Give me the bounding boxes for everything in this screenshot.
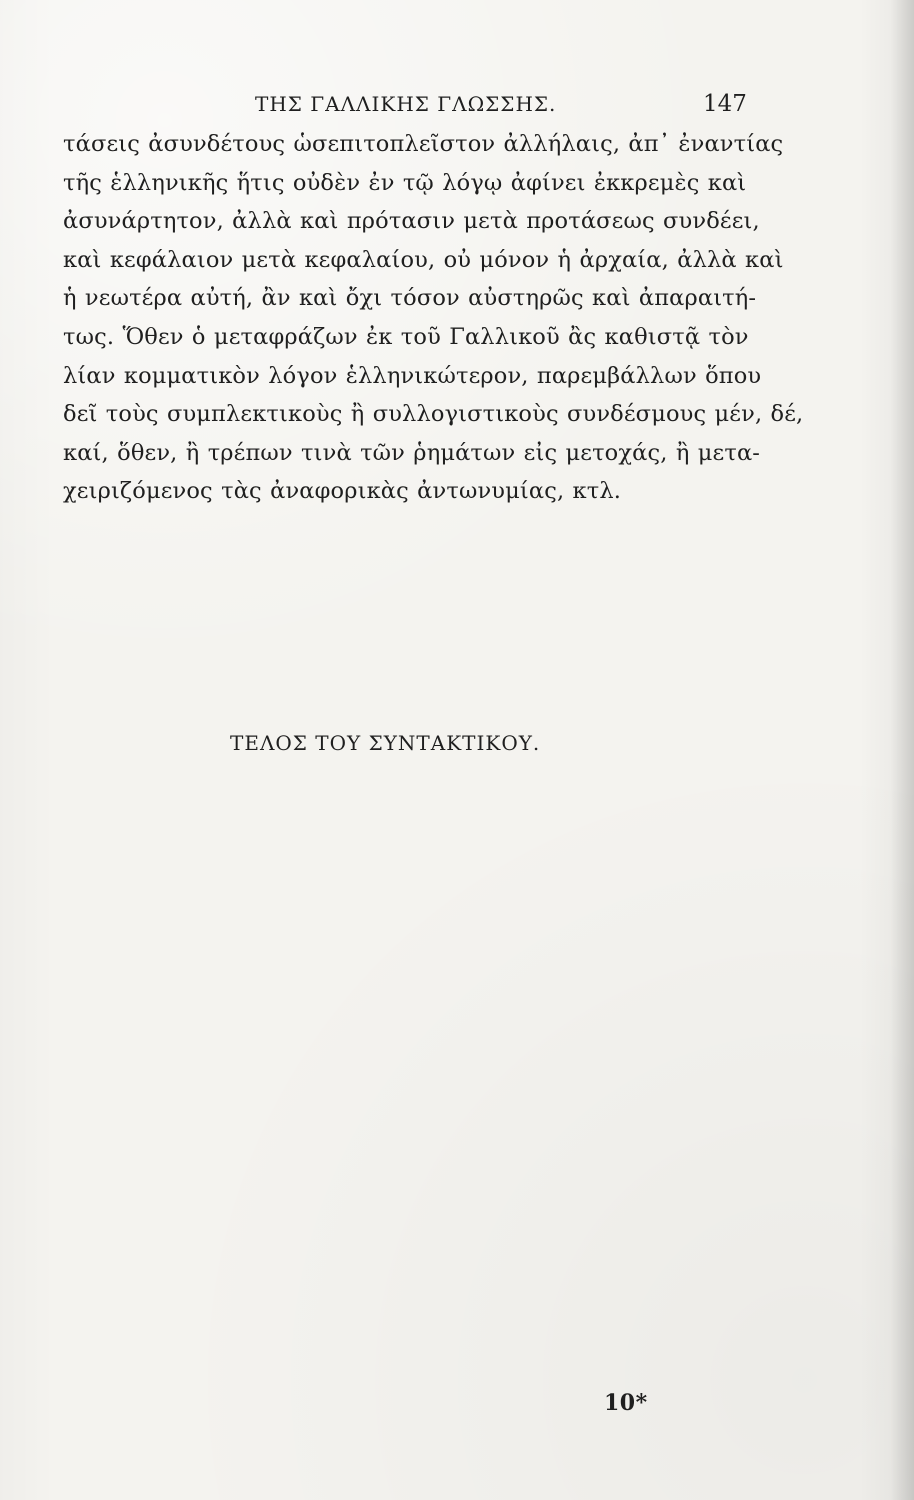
body-line: χειριζόμενος τὰς ἀναφορικὰς ἀντωνυμίας, κτλ.: [63, 478, 622, 505]
body-text: [63, 125, 804, 511]
body-line: ἀσυνάρτητον, ἀλλὰ καὶ πρότασιν μετὰ προτάσεως συνδέει,: [63, 208, 760, 235]
body-line: τῆς ἑλληνικῆς ἥτις οὐδὲν ἐν τῷ λόγῳ ἀφίνει ἐκκρεμὲς καὶ: [63, 169, 747, 196]
body-line: δεῖ τοὺς συμπλεκτικοὺς ἢ συλλογιστικοὺς συνδέσμους μέν, δέ,: [63, 401, 804, 428]
closing-title: ΤΕΛΟΣ ΤΟΥ ΣΥΝΤΑΚΤΙΚΟΥ.: [230, 731, 541, 755]
page-number: 147: [703, 91, 747, 117]
body-line: καί, ὅθεν, ἢ τρέπων τινὰ τῶν ῥημάτων εἰς μετοχάς, ἢ μετα-: [63, 439, 761, 466]
running-head: ΤΗΣ ΓΑΛΛΙΚΗΣ ΓΛΩΣΣΗΣ.: [255, 92, 557, 116]
body-line: καὶ κεφάλαιον μετὰ κεφαλαίου, οὐ μόνον ἡ ἀρχαία, ἀλλὰ καὶ: [63, 246, 784, 273]
body-line: ἡ νεωτέρα αὐτή, ἂν καὶ ὄχι τόσον αὐστηρῶς καὶ ἀπαραιτή-: [63, 285, 757, 312]
body-line: τάσεις ἀσυνδέτους ὡσεπιτοπλεῖστον ἀλλήλαις, ἀπ᾽ ἐναντίας: [63, 131, 784, 157]
body-line: λίαν κομματικὸν λόγον ἑλληνικώτερον, παρεμβάλλων ὅπου: [63, 362, 762, 389]
page-edge-shadow: [890, 0, 914, 1500]
signature-mark: 10*: [604, 1390, 648, 1416]
body-line: τως. Ὅθεν ὁ μεταφράζων ἐκ τοῦ Γαλλικοῦ ἂς καθιστᾷ τὸν: [63, 323, 749, 350]
